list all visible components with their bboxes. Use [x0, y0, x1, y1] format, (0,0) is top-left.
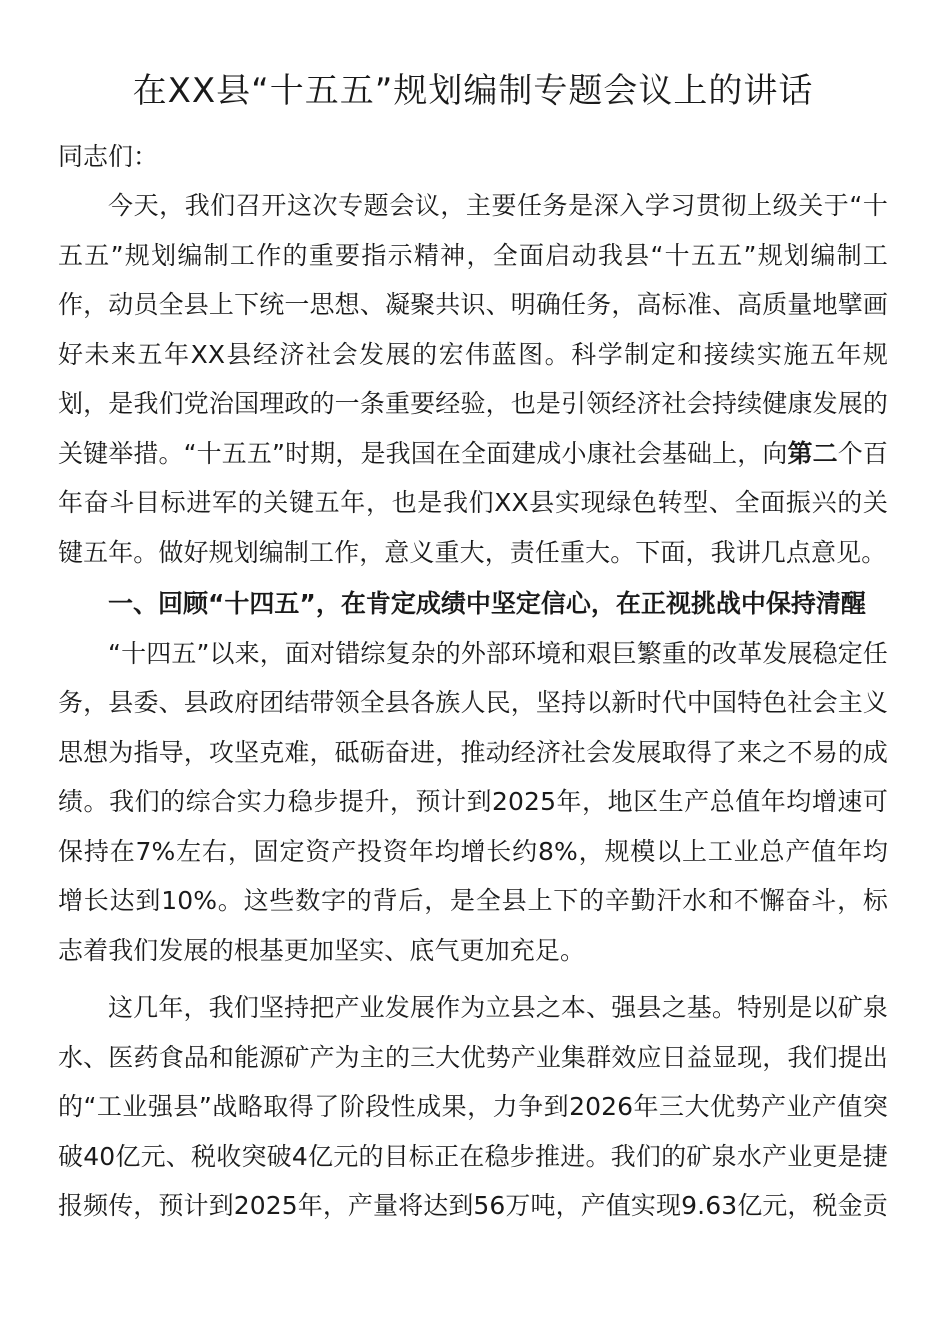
- section1-paragraph-2: 这几年，我们坚持把产业发展作为立县之本、强县之基。特别是以矿泉水、医药食品和能源矿产为主的三大优势产业集群效应日益显现，我们提出的“工业强县”战略取得了阶段性成果，力争到2026年三大优势产业产值突破40亿元、税收突破4亿元的目标正在稳步推进。我们的矿泉水产业更是捷报频传，预计到2025年，产量将达到56万吨，产值实现9.63亿元，税金贡: [58, 993, 888, 1220]
- salutation: 同志们：: [58, 142, 159, 171]
- intro-paragraph: [58, 181, 888, 577]
- intro-bold-text: 第二: [787, 438, 838, 468]
- intro-text-part1: 今天，我们召开这次专题会议，主要任务是深入学习贯彻上级关于“十五五”规划编制工作的重要指示精神，全面启动我县“十五五”规划编制工作，动员全县上下统一思想、凝聚共识、明确任务，高标准、高质量地擘画好未来五年XX县经济社会发展的宏伟蓝图。科学制定和接续实施五年规划，是我们党治国理政的一条重要经验，也是引领经济社会持续健康发展的关键举措。“十五五”时期，是我国在全面建成小康社会基础上，向: [58, 191, 888, 468]
- intro-text-part2: 个百年奋斗目标进军的关键五年，也是我们XX县实现绿色转型、全面振兴的关键五年。做好规划编制工作，意义重大，责任重大。下面，我讲几点意见。: [58, 438, 889, 567]
- document-title: 在XX县“十五五”规划编制专题会议上的讲话: [132, 71, 814, 111]
- section1-paragraph-1: “十四五”以来，面对错综复杂的外部环境和艰巨繁重的改革发展稳定任务，县委、县政府团结带领全县各族人民，坚持以新时代中国特色社会主义思想为指导，攻坚克难，砥砺奋进，推动经济社会发展取得了来之不易的成绩。我们的综合实力稳步提升，预计到2025年，地区生产总值年均增速可保持在7%左右，固定资产投资年均增长约8%，规模以上工业总产值年均增长达到10%。这些数字的背后，是全县上下的辛勤汗水和不懈奋斗，标志着我们发展的根基更加坚实、底气更加充足。: [58, 638, 888, 965]
- section-heading-1: 一、回顾“十四五”，在肯定成绩中坚定信心，在正视挑战中保持清醒: [108, 589, 866, 618]
